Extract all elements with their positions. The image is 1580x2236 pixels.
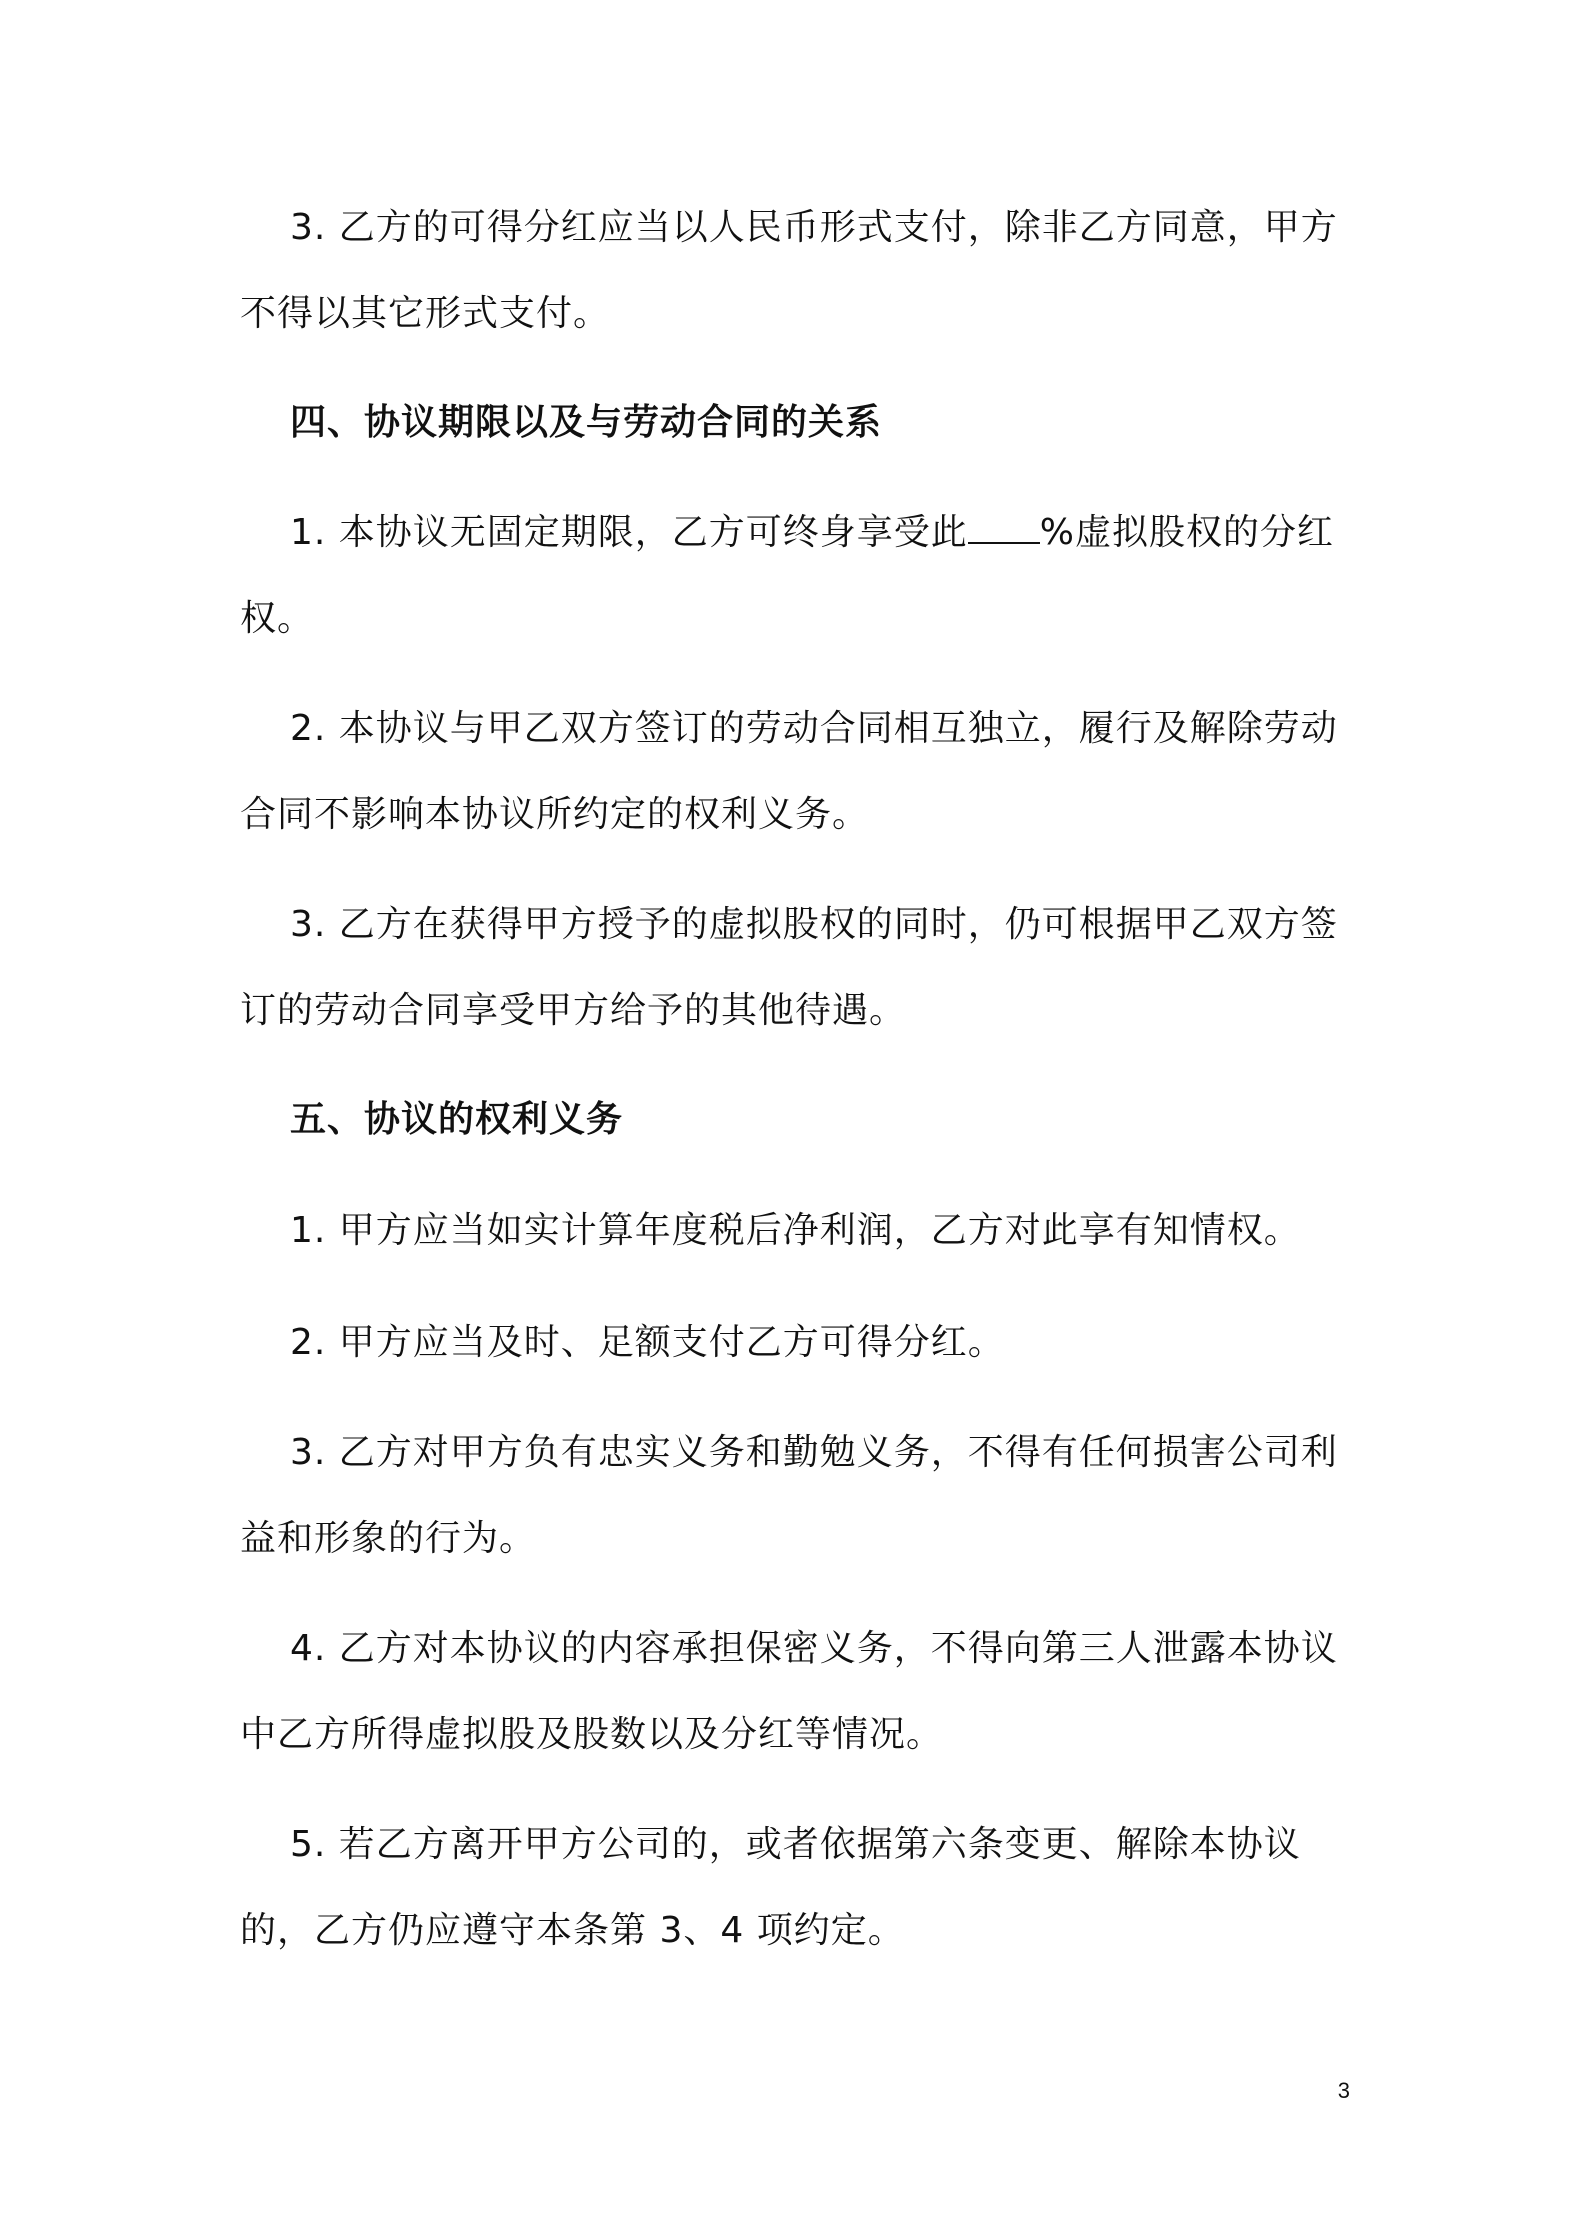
section5-item3-paragraph: 3. 乙方对甲方负有忠实义务和勤勉义务，不得有任何损害公司利益和形象的行为。 [240,1432,1338,1559]
section5-heading: 五、协议的权利义务 [290,1099,624,1140]
section4-item3-paragraph: 3. 乙方在获得甲方授予的虚拟股权的同时，仍可根据甲乙双方签订的劳动合同享受甲方给予的其他待遇。 [240,904,1338,1031]
section5-item1-paragraph: 1. 甲方应当如实计算年度税后净利润，乙方对此享有知情权。 [290,1210,1301,1251]
section4-item1-text-before: 1. 本协议无固定期限，乙方可终身享受此 [290,512,968,553]
page-number: 3 [1337,2078,1350,2103]
section5-item5-paragraph: 5. 若乙方离开甲方公司的，或者依据第六条变更、解除本协议的，乙方仍应遵守本条第 3、4 项约定。 [240,1824,1301,1951]
section4-heading: 四、协议期限以及与劳动合同的关系 [290,402,883,443]
percentage-blank-field [968,510,1040,544]
section4-item2-paragraph: 2. 本协议与甲乙双方签订的劳动合同相互独立，履行及解除劳动合同不影响本协议所约定的权利义务。 [240,708,1338,835]
section5-item2-paragraph: 2. 甲方应当及时、足额支付乙方可得分红。 [290,1322,1005,1363]
section4-item1-paragraph [240,490,1350,662]
section5-item4-paragraph: 4. 乙方对本协议的内容承担保密义务，不得向第三人泄露本协议中乙方所得虚拟股及股数以及分红等情况。 [240,1628,1338,1755]
section4-item1-text-after: %虚拟股权的分红权。 [240,512,1335,639]
section3-item3-paragraph: 3. 乙方的可得分红应当以人民币形式支付，除非乙方同意，甲方不得以其它形式支付。 [240,207,1338,334]
